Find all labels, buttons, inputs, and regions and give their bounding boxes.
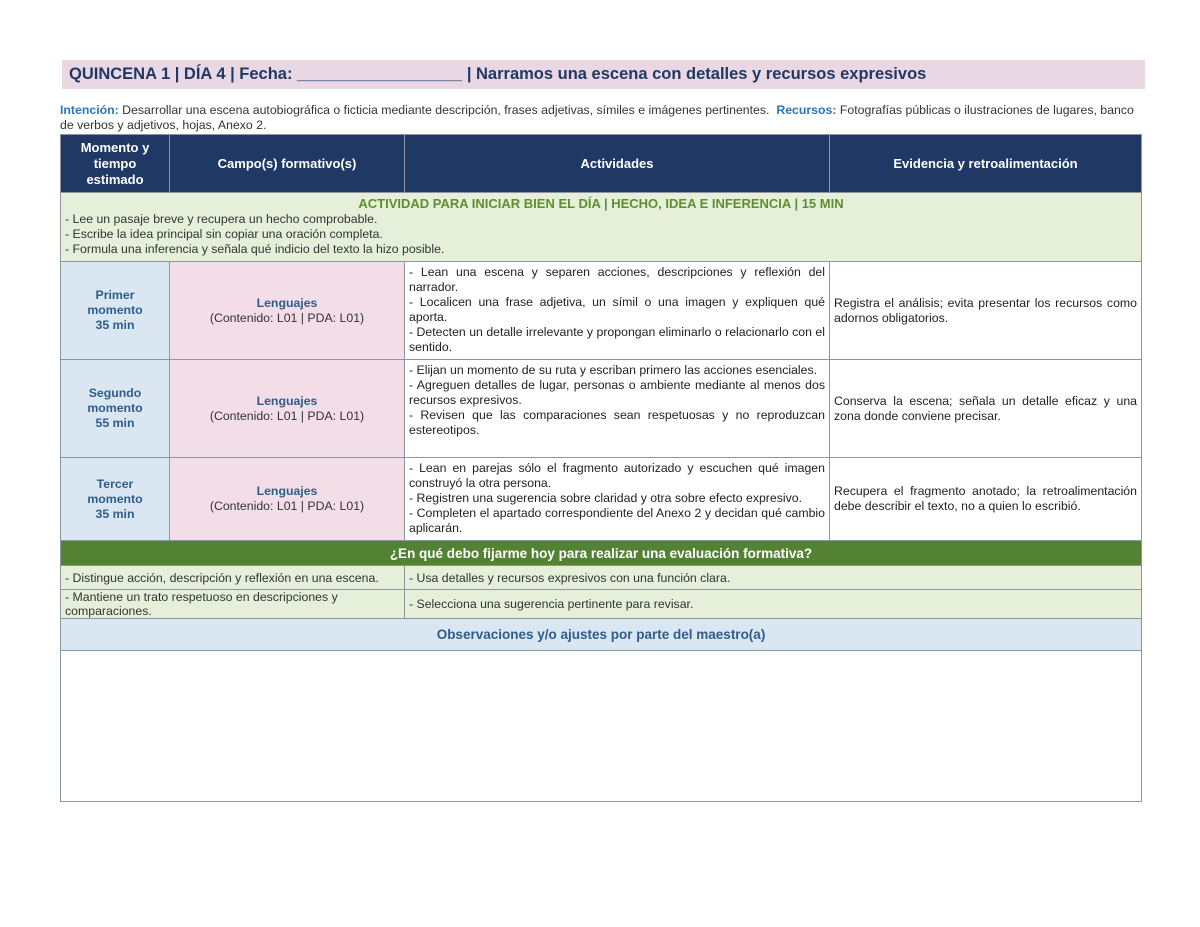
activities-cell bbox=[405, 458, 830, 541]
lesson-plan-table bbox=[60, 134, 1142, 802]
field-content: (Contenido: L01 | PDA: L01) bbox=[209, 310, 365, 325]
warmup-title: ACTIVIDAD PARA INICIAR BIEN EL DÍA | HECHO, IDEA E INFERENCIA | 15 MIN bbox=[358, 196, 844, 211]
moment-name: Primer bbox=[95, 288, 135, 302]
field-content: (Contenido: L01 | PDA: L01) bbox=[209, 408, 365, 423]
moment-cell bbox=[61, 360, 170, 458]
activities-cell bbox=[405, 360, 830, 458]
formative-header-row bbox=[61, 541, 1142, 566]
header-activities: Actividades bbox=[405, 135, 830, 193]
activity-item: - Elijan un momento de su ruta y escriban primero las acciones esenciales. bbox=[409, 363, 818, 377]
evidence-text: Recupera el fragmento anotado; la retroalimentación debe describir el texto, no a quien lo escribió. bbox=[834, 484, 1137, 513]
criteria-row bbox=[61, 566, 1142, 590]
activity-item: - Lean una escena y separen acciones, descripciones y reflexión del narrador. bbox=[409, 265, 825, 294]
criteria-item: - Mantiene un trato respetuoso en descripciones y comparaciones. bbox=[61, 590, 405, 619]
moment-name: Tercer bbox=[96, 476, 134, 491]
field-cell bbox=[170, 262, 405, 360]
activity-item: - Completen el apartado correspondiente del Anexo 2 y decidan qué cambio aplicarán. bbox=[409, 506, 825, 535]
evidence-cell bbox=[830, 360, 1142, 458]
intro-paragraph bbox=[60, 103, 1140, 133]
criteria-item: - Usa detalles y recursos expresivos con una función clara. bbox=[405, 566, 1142, 590]
page-title bbox=[62, 60, 1145, 89]
moment-row-3 bbox=[61, 458, 1142, 541]
moment-time: 55 min bbox=[95, 416, 135, 430]
evidence-text: Conserva la escena; señala un detalle eficaz y una zona donde conviene precisar. bbox=[834, 393, 1137, 423]
warmup-line: - Formula una inferencia y señala qué indicio del texto la hizo posible. bbox=[65, 242, 445, 256]
warmup-cell bbox=[61, 193, 1142, 262]
warmup-row bbox=[61, 193, 1142, 262]
moment-name-word: momento bbox=[87, 401, 143, 415]
moment-name: Segundo bbox=[88, 386, 142, 400]
warmup-line: - Escribe la idea principal sin copiar una oración completa. bbox=[65, 227, 383, 241]
criteria-row bbox=[61, 590, 1142, 619]
criteria-item: - Distingue acción, descripción y reflexión en una escena. bbox=[61, 566, 405, 590]
activities-cell bbox=[405, 262, 830, 360]
moment-row-2 bbox=[61, 360, 1142, 458]
moment-name-word: momento bbox=[87, 303, 143, 317]
field-cell bbox=[170, 458, 405, 541]
activity-item: - Detecten un detalle irrelevante y propongan eliminarlo o relacionarlo con el sentido. bbox=[409, 325, 825, 354]
activity-item: - Registren una sugerencia sobre claridad y otra sobre efecto expresivo. bbox=[409, 491, 803, 505]
activity-item: - Localicen una frase adjetiva, un símil o una imagen y expliquen qué aporta. bbox=[409, 295, 825, 324]
field-name: Lenguajes bbox=[256, 393, 318, 408]
moment-row-1 bbox=[61, 262, 1142, 360]
evidence-cell bbox=[830, 458, 1142, 541]
observations-field[interactable] bbox=[61, 651, 1142, 802]
evidence-cell bbox=[830, 262, 1142, 360]
header-evidence: Evidencia y retroalimentación bbox=[830, 135, 1142, 193]
activity-item: - Agreguen detalles de lugar, personas o ambiente mediante al menos dos recursos expresivos. bbox=[409, 378, 825, 407]
warmup-line: - Lee un pasaje breve y recupera un hecho comprobable. bbox=[65, 212, 378, 226]
header-field: Campo(s) formativo(s) bbox=[170, 135, 405, 193]
moment-name-word: momento bbox=[87, 491, 143, 506]
observations-body-row bbox=[61, 651, 1142, 802]
field-cell bbox=[170, 360, 405, 458]
moment-time: 35 min bbox=[95, 506, 135, 521]
moment-cell bbox=[61, 458, 170, 541]
moment-time: 35 min bbox=[95, 318, 135, 332]
intention-label: Intención: bbox=[60, 103, 119, 117]
observations-header-row bbox=[61, 619, 1142, 651]
resources-text: Fotografías públicas o ilustraciones de lugares, banco de verbos y adjetivos, hojas, Anexo 2. bbox=[60, 103, 1134, 132]
observations-title: Observaciones y/o ajustes por parte del maestro(a) bbox=[61, 619, 1142, 651]
table-header-row bbox=[61, 135, 1142, 193]
activity-item: - Revisen que las comparaciones sean respetuosas y no reproduzcan estereotipos. bbox=[409, 408, 825, 437]
evidence-text: Registra el análisis; evita presentar los recursos como adornos obligatorios. bbox=[834, 295, 1137, 325]
intention-text: Desarrollar una escena autobiográfica o ficticia mediante descripción, frases adjetivas, símiles e imágenes pertinentes. bbox=[122, 103, 770, 117]
formative-title: ¿En qué debo fijarme hoy para realizar una evaluación formativa? bbox=[61, 541, 1142, 566]
field-name: Lenguajes bbox=[256, 484, 318, 498]
field-content: (Contenido: L01 | PDA: L01) bbox=[209, 499, 365, 513]
moment-cell bbox=[61, 262, 170, 360]
criteria-item: - Selecciona una sugerencia pertinente para revisar. bbox=[405, 590, 1142, 619]
header-moment: Momento y tiempo estimado bbox=[61, 135, 170, 193]
field-name: Lenguajes bbox=[256, 295, 318, 310]
activity-item: - Lean en parejas sólo el fragmento autorizado y escuchen qué imagen construyó la otra persona. bbox=[409, 461, 825, 490]
resources-label: Recursos: bbox=[776, 103, 837, 117]
page-title-text: QUINCENA 1 | DÍA 4 | Fecha: __________________ | Narramos una escena con detalles y recursos expresivos bbox=[69, 65, 927, 83]
